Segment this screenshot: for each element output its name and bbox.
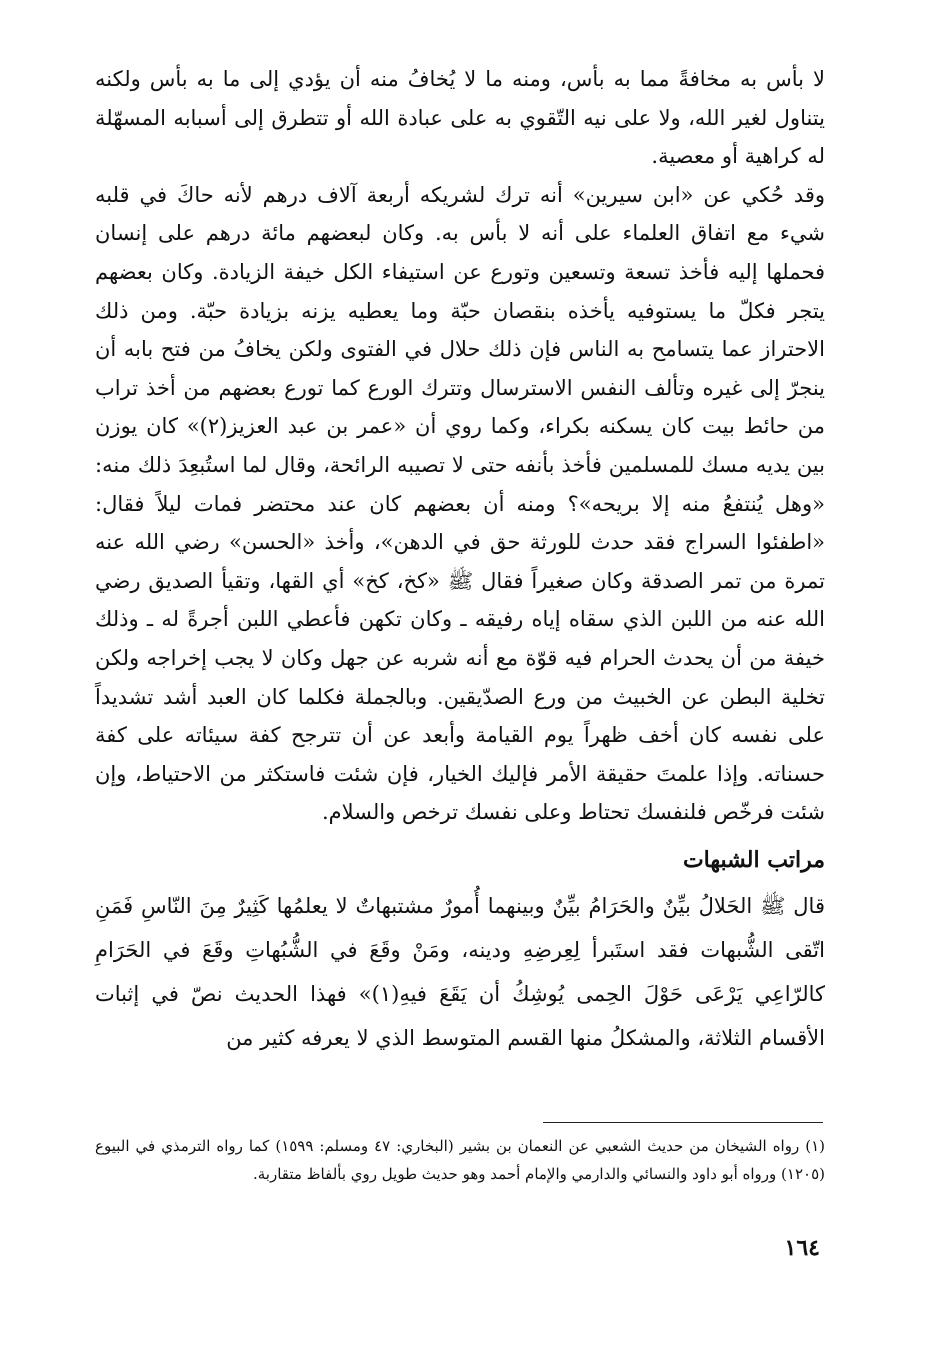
- footnote-divider: [543, 1122, 823, 1123]
- footnote-1: (١) رواه الشيخان من حديث الشعبي عن النعمان بن بشير (البخاري: ٤٧ ومسلم: ١٥٩٩) كما رواه الترمذي في البيوع (١٢٠٥) ورواه أبو داود والنسائي والدارمي والإمام أحمد وهو حديث طويل روي بألفاظ متقاربة.: [95, 1137, 825, 1183]
- hadith-paragraph: قال ﷺ الحَلالُ بيِّنٌ والحَرَامُ بيِّنٌ وبينهما أُمورٌ مشتبهاتٌ لا يعلمُها كَثِيرٌ مِنَ النّاسِ فَمَنِ اتّقى الشُّبهات فقد استَبرأ لِعِرضِهِ ودينه، ومَنْ وقَعَ في الشُّبُهاتِ وقَعَ في الحَرَامِ كالرّاعِي يَرْعَى حَوْلَ الحِمى يُوشِكُ أن يَقَعَ فيهِ(١)» فهذا الحديث نصّ في إثبات الأقسام الثلاثة، والمشكلُ منها القسم المتوسط الذي لا يعرفه كثير من: [95, 893, 825, 1050]
- section-heading: مراتب الشبهات: [682, 846, 825, 873]
- page-number: ١٦٤: [784, 1235, 820, 1261]
- paragraph-1: لا بأس به مخافةً مما به بأس، ومنه ما لا يُخافُ منه أن يؤدي إلى ما به بأس ولكنه يتناول لغير الله، ولا على نيه التّقوي به على عبادة الله أو تتطرق إلى أسبابه المسهّلة له كراهية أو معصية.: [95, 67, 825, 169]
- footnotes: [95, 1132, 825, 1188]
- paragraph-2: وقد حُكي عن «ابن سيرين» أنه ترك لشريكه أربعة آلاف درهم لأنه حاكَ في قلبه شيء مع اتفاق العلماء على أنه لا بأس به. وكان لبعضهم مائة درهم على إنسان فحملها إليه فأخذ تسعة وتسعين وتورع عن استيفاء الكل خيفة الزيادة. وكان بعضهم يتجر فكلّ ما يستوفيه يأخذه بنقصان حبّة وما يعطيه يزنه بزيادة حبّة. ومن ذلك الاحتراز عما يتسامح به الناس فإن ذلك حلال في الفتوى ولكن يخافُ من فتح بابه أن ينجرّ إلى غيره وتألف النفس الاسترسال وتترك الورع كما تورع بعضهم من أخذ تراب من حائط بيت كان يسكنه بكراء، وكما روي أن «عمر بن عبد العزيز(٢)» كان يوزن بين يديه مسك للمسلمين فأخذ بأنفه حتى لا تصيبه الرائحة، وقال لما استُبعِدَ ذلك منه: «وهل يُنتفعُ منه إلا بريحه»؟ ومنه أن بعضهم كان عند محتضر فمات ليلاً فقال: «اطفئوا السراج فقد حدث للورثة حق في الدهن»، وأخذ «الحسن» رضي الله عنه تمرة من تمر الصدقة وكان صغيراً فقال ﷺ «كخ، كخ» أي القها، وتقيأ الصديق رضي الله عنه من اللبن الذي سقاه إياه رفيقه ـ وكان تكهن فأعطي اللبن أجرةً له ـ وذلك خيفة من أن يحدث الحرام فيه قوّة مع أنه شربه عن جهل وكان لا يجب إخراجه ولكن تخلية البطن عن الخبيث من ورع الصدّيقين. وبالجملة فكلما كان العبد أشد تشديداً على نفسه كان أخف ظهراً يوم القيامة وأبعد عن أن تترجح كفة سيئاته على كفة حسناته. وإذا علمتَ حقيقة الأمر فإليك الخيار، فإن شئت فاستكثر من الاحتياط، وإن شئت فرخّص فلنفسك تحتاط وعلى نفسك ترخص والسلام.: [95, 182, 825, 825]
- page-body: [95, 60, 825, 1060]
